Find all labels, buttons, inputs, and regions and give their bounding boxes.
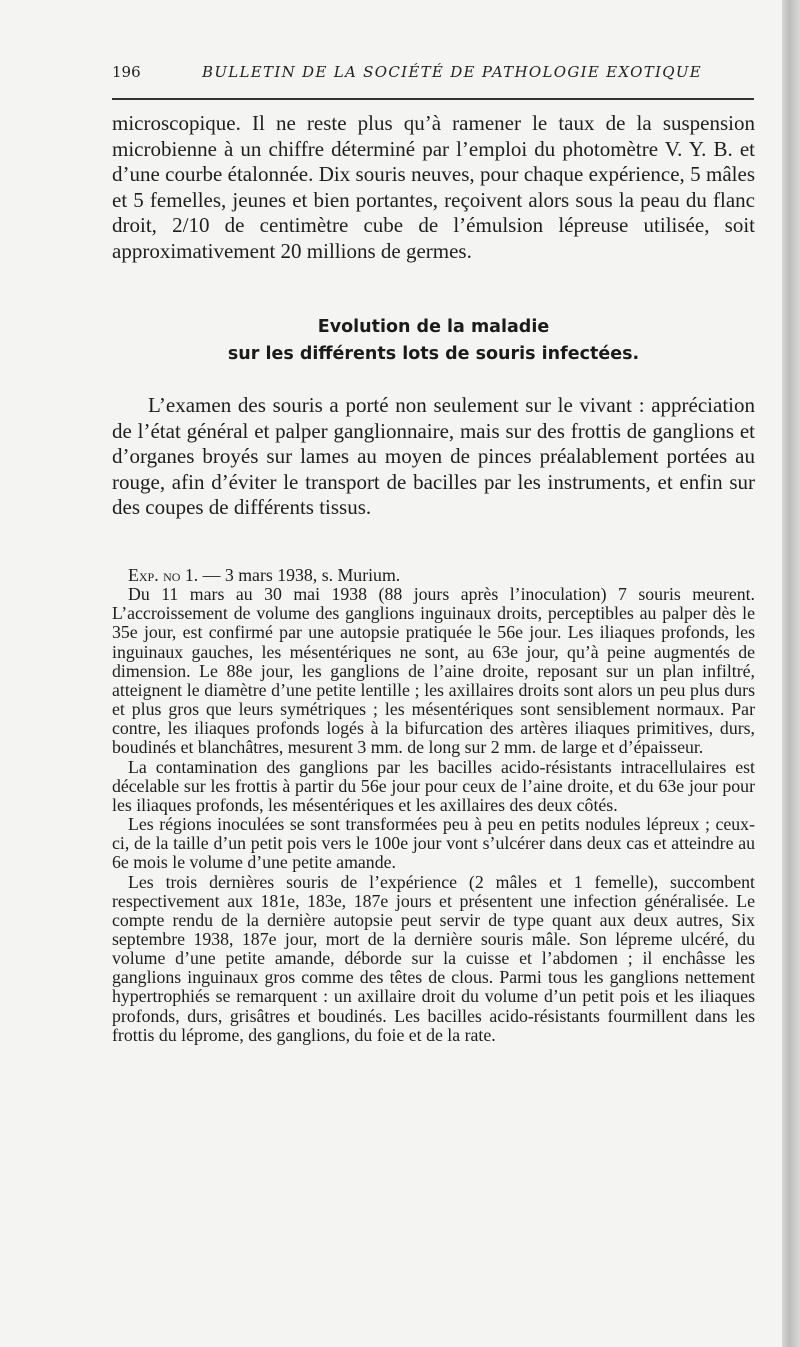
experiment-paragraph: Les régions inoculées se sont transformées peu à peu en petits nodules lépreux ; ceux-ci, de la taille d’un petit pois vers le 100e jour vont s’ulcérer dans deux cas et atteindre au 6e mois le volume d’une petite amande. <box>112 814 755 873</box>
section-heading-line-1: Evolution de la maladie <box>317 317 550 337</box>
page-number: 196 <box>112 63 141 81</box>
intro-block <box>112 111 755 264</box>
experiment-title <box>112 566 755 585</box>
experiment-paragraph: La contamination des ganglions par les bacilles acido-résistants intracellulaires est décelable sur les frottis à partir du 56e jour pour ceux de l’aine droite, et du 63e jour pour les iliaques profonds, les mésentériques et les axillaires des deux côtés. <box>112 756 755 815</box>
experiment-label: Exp. no 1. <box>128 565 199 585</box>
method-block <box>112 393 755 521</box>
section-heading <box>112 314 755 368</box>
intro-paragraph: microscopique. Il ne reste plus qu’à ramener le taux de la suspension microbienne à un chiffre déterminé par l’emploi du photomètre V. Y. B. et d’une courbe étalonnée. Dix souris neuves, pour chaque expérience, 5 mâles et 5 femelles, jeunes et bien portantes, reçoivent alors sous la peau du flanc droit, 2/10 de centimètre cube de l’émulsion lépreuse utilisée, soit approximativement 20 millions de germes. <box>112 111 755 263</box>
experiment-title-rest: — 3 mars 1938, s. Murium. <box>198 565 401 585</box>
experiment-block <box>112 566 755 1045</box>
journal-title: BULLETIN DE LA SOCIÉTÉ DE PATHOLOGIE EXOTIQUE <box>202 63 703 81</box>
method-paragraph: L’examen des souris a porté non seulement sur le vivant : appréciation de l’état général et palper ganglionnaire, mais sur des frottis de ganglions et d’organes broyés sur lames au moyen de pinces préalablement portées au rouge, afin d’éviter le transport de bacilles par les instruments, et enfin sur des coupes de différents tissus. <box>112 393 755 519</box>
page-edge <box>782 0 800 1347</box>
experiment-paragraph: Du 11 mars au 30 mai 1938 (88 jours après l’inoculation) 7 souris meurent. L’accroissement de volume des ganglions inguinaux droits, perceptibles au palper dès le 35e jour, est confirmé par une autopsie pratiquée le 56e jour. Les iliaques profonds, les inguinaux gauches, les mésentériques ne sont, au 63e jour, qu’à peine augmentés de dimension. Le 88e jour, les ganglions de l’aine droite, reposant sur un plan infiltré, atteignent le diamètre d’une petite lentille ; les axillaires droits sont alors un peu plus durs et plus gros que leurs symétriques ; les mésentériques sont sensiblement normaux. Par contre, les iliaques profonds logés à la bifurcation des artères iliaques primitives, durs, boudinés et blanchâtres, mesurent 3 mm. de long sur 2 mm. de large et d’épaisseur. <box>112 584 755 758</box>
experiment-paragraph: Les trois dernières souris de l’expérience (2 mâles et 1 femelle), succombent respectivement aux 181e, 183e, 187e jours et présentent une infection généralisée. Le compte rendu de la dernière autopsie peut servir de type quant aux deux autres, Six septembre 1938, 187e jour, mort de la dernière souris mâle. Son lépreme ulcéré, du volume d’une petite amande, déborde sur la cuisse et l’abdomen ; il enchâsse les ganglions inguinaux gros comme des têtes de clous. Parmi tous les ganglions nettement hypertrophiés se remarquent : un axillaire droit du volume d’un petit pois et les iliaques profonds, durs, grisâtres et boudinés. Les bacilles acido-résistants fourmillent dans les frottis du léprome, des ganglions, du foie et de la rate. <box>112 871 755 1045</box>
section-heading-line-2: sur les différents lots de souris infectées. <box>227 344 640 364</box>
header-rule <box>112 98 754 100</box>
